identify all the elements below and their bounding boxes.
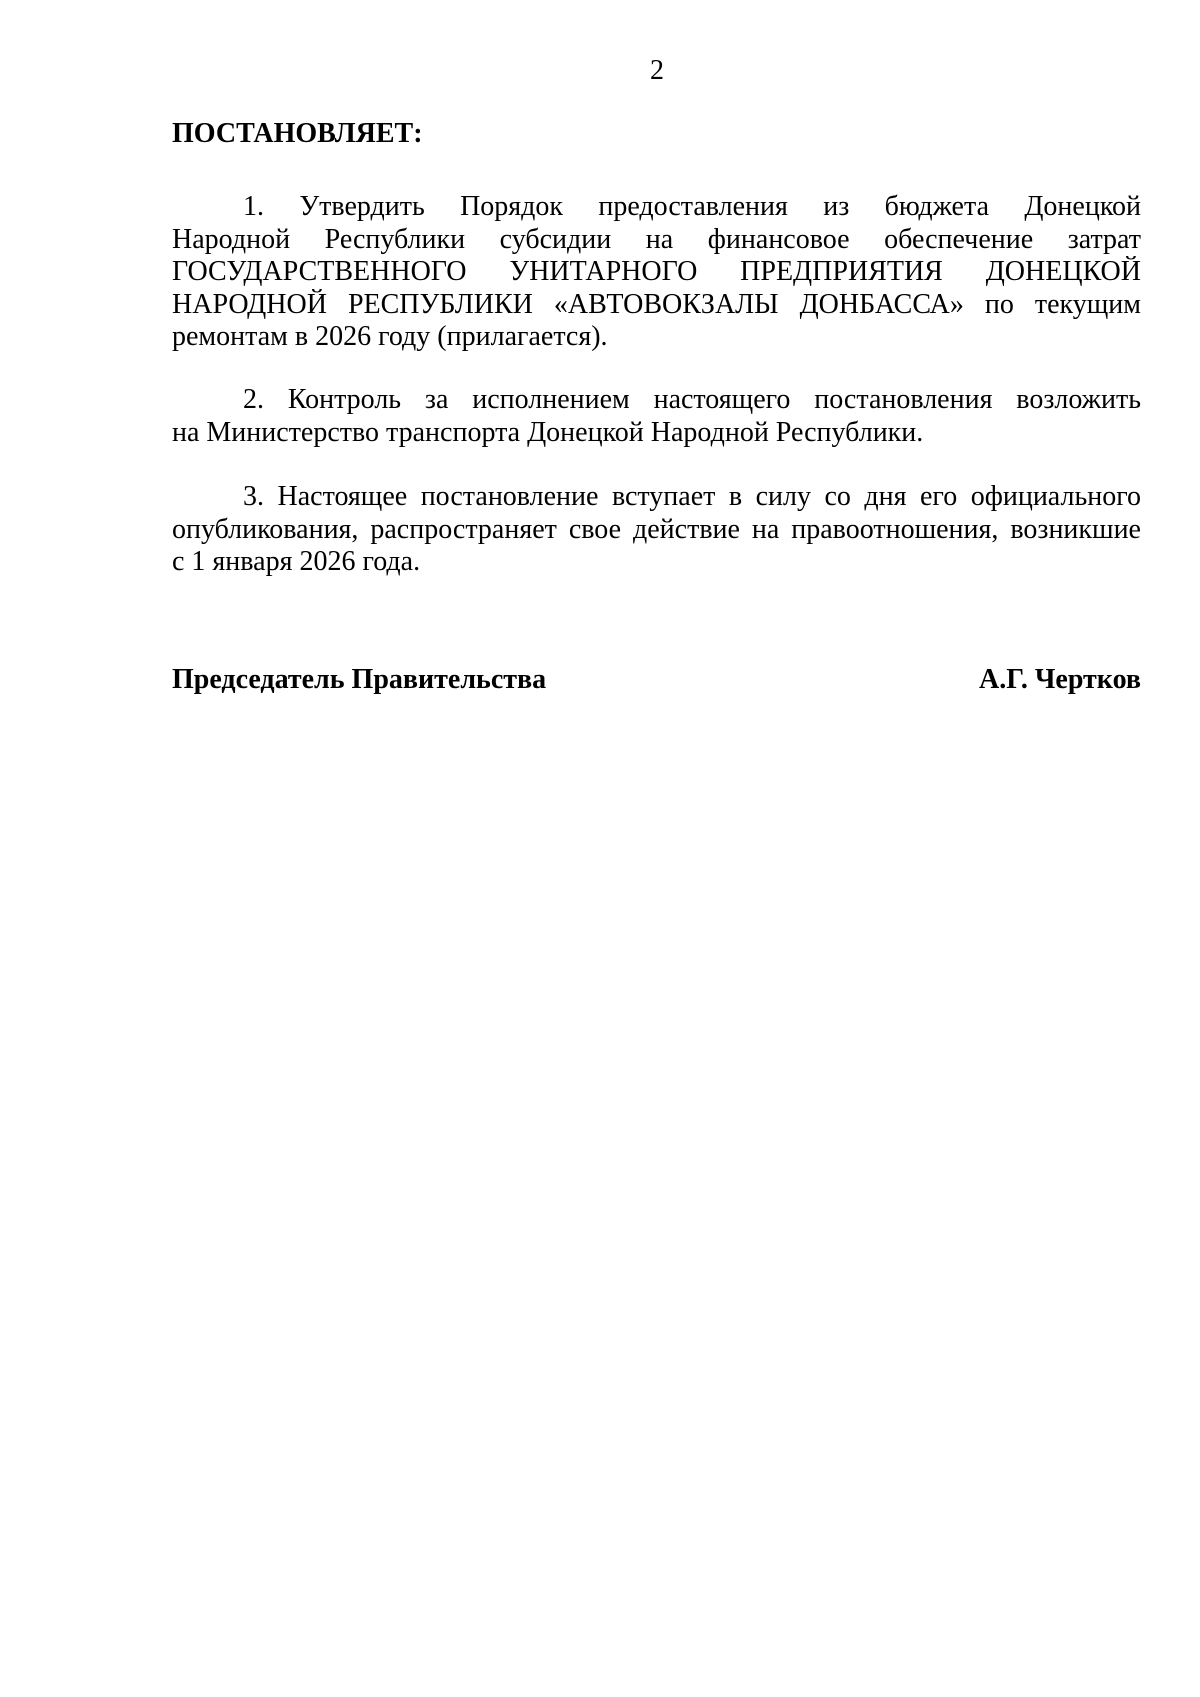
paragraph-line: 2. Контроль за исполнением настоящего постановления возложить (243, 384, 1141, 415)
paragraph-3 (172, 481, 1141, 579)
paragraph-line: ГОСУДАРСТВЕННОГО УНИТАРНОГО ПРЕДПРИЯТИЯ ДОНЕЦКОЙ (172, 256, 1141, 288)
paragraph-line: ремонтам в 2026 году (прилагается). (172, 321, 608, 353)
paragraph-2 (172, 384, 1141, 449)
paragraph-line: опубликования, распространяет свое действие на правоотношения, возникшие (172, 513, 1141, 545)
paragraph-line: Народной Республики субсидии на финансовое обеспечение затрат (172, 223, 1141, 255)
paragraph-1 (172, 191, 1141, 354)
paragraph-line: с 1 января 2026 года. (172, 546, 421, 578)
signatory-name: А.Г. Чертков (979, 664, 1141, 695)
page-number: 2 (650, 55, 664, 86)
resolution-heading: ПОСТАНОВЛЯЕТ: (172, 118, 423, 149)
paragraph-line: НАРОДНОЙ РЕСПУБЛИКИ «АВТОВОКЗАЛЫ ДОНБАССА» по текущим (172, 288, 1141, 320)
signature-block (172, 664, 1141, 697)
paragraph-line: на Министерство транспорта Донецкой Народной Республики. (172, 416, 924, 448)
paragraph-line: 1. Утвердить Порядок предоставления из бюджета Донецкой (243, 191, 1141, 222)
signatory-position: Председатель Правительства (172, 664, 547, 695)
paragraph-line: 3. Настоящее постановление вступает в силу со дня его официального (243, 481, 1141, 512)
